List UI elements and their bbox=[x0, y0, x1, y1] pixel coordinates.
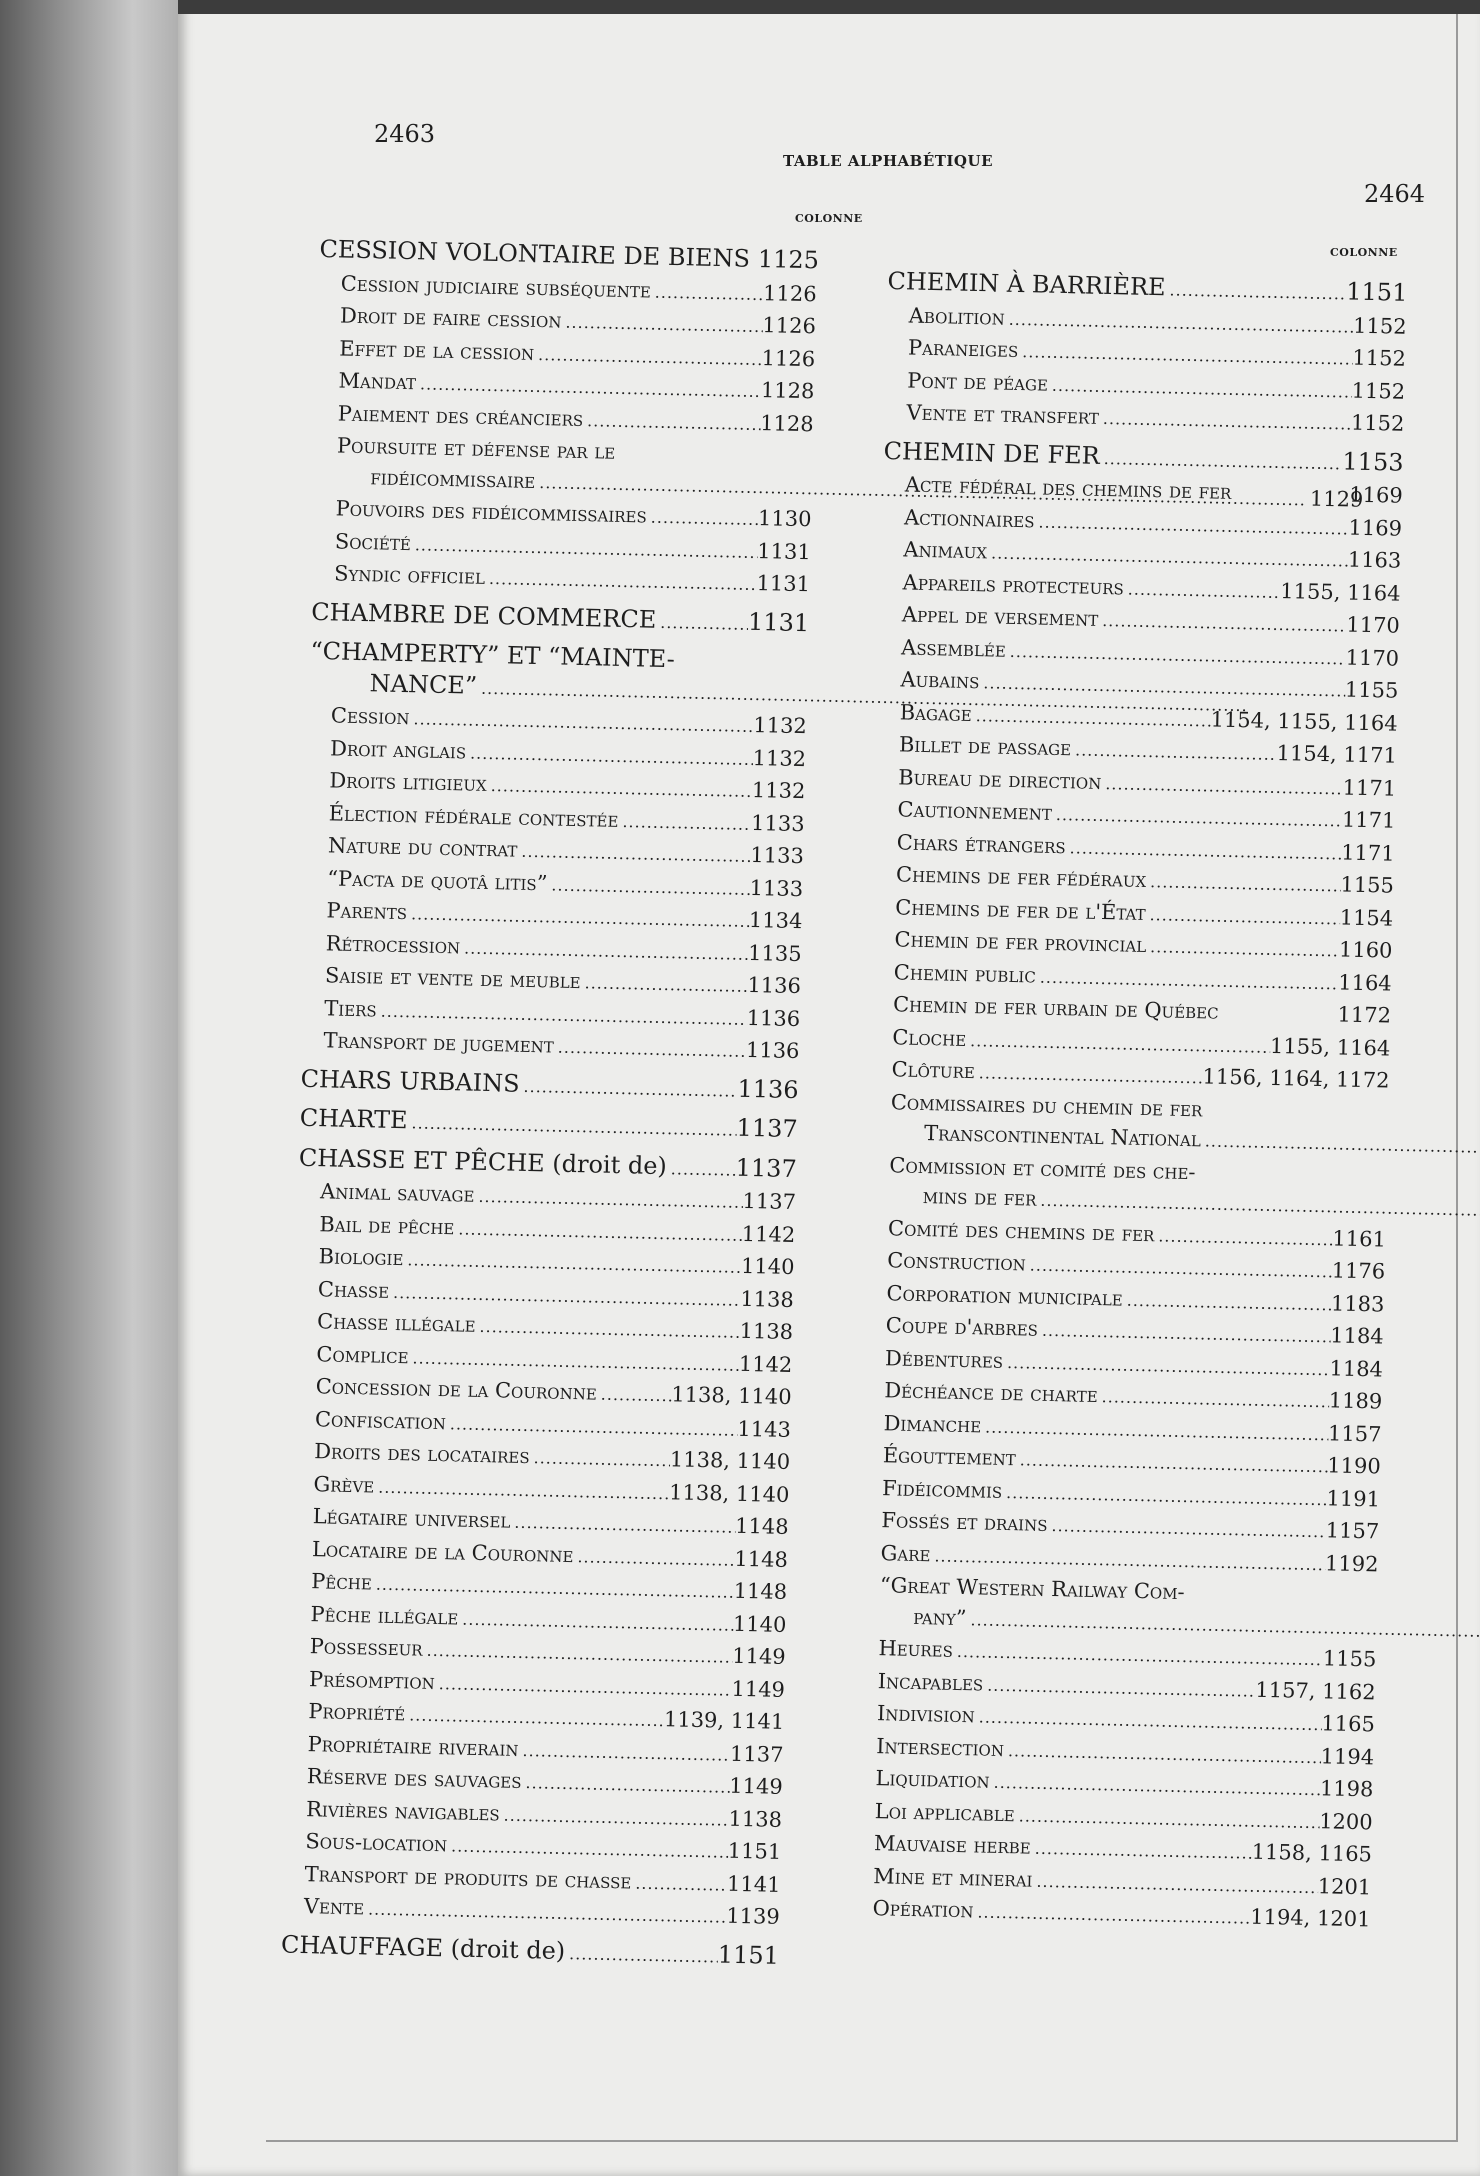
entry-label: Chemins de fer fédéraux bbox=[895, 862, 1147, 893]
leader-dots bbox=[521, 1768, 729, 1803]
column-number: 1152 bbox=[1352, 345, 1407, 371]
column-number: 1153 bbox=[1342, 446, 1404, 477]
entry-label: Transcontinental National bbox=[923, 1121, 1202, 1152]
entry-label: Chasse illégale bbox=[316, 1309, 476, 1337]
column-number: 1171 bbox=[1341, 807, 1396, 833]
leader-dots bbox=[1123, 574, 1280, 608]
entry-label: Bureau de direction bbox=[898, 764, 1102, 794]
entry-label: CHASSE ET PÊCHE (droit de) bbox=[298, 1143, 668, 1180]
entry-label: Chemins de fer de l'État bbox=[895, 894, 1146, 925]
entry-label: Clôture bbox=[891, 1057, 976, 1084]
entry-label: Coupe d'arbres bbox=[885, 1313, 1039, 1341]
column-number: 1131 bbox=[747, 607, 810, 637]
column-number: 1198 bbox=[1319, 1776, 1374, 1802]
entry-label: Propriétaire riverain bbox=[307, 1731, 519, 1761]
leader-dots bbox=[1145, 900, 1340, 935]
entry-label: Liquidation bbox=[875, 1766, 990, 1793]
leader-dots bbox=[1101, 768, 1343, 804]
entry-label: Réserve des sauvages bbox=[306, 1764, 522, 1793]
column-number: 1149 bbox=[731, 1676, 786, 1702]
leader-dots bbox=[517, 837, 751, 873]
entry-label: Mine et minerai bbox=[873, 1863, 1033, 1892]
leader-dots bbox=[656, 607, 748, 640]
leader-dots bbox=[983, 1670, 1256, 1707]
entry-label: Fossés et drains bbox=[881, 1508, 1048, 1536]
entry-label: CHEMIN À BARRIÈRE bbox=[887, 266, 1166, 302]
entry-label: Paiement des créanciers bbox=[337, 400, 584, 431]
column-number: 1142 bbox=[741, 1221, 796, 1247]
column-number: 1131 bbox=[757, 538, 812, 564]
column-number: 1190 bbox=[1327, 1453, 1382, 1479]
column-number: 1126 bbox=[762, 280, 817, 306]
index-heading bbox=[299, 1103, 798, 1148]
leader-dots bbox=[1122, 1285, 1331, 1320]
leader-dots bbox=[534, 339, 762, 375]
column-number: 1170 bbox=[1346, 612, 1401, 638]
entry-label: Appel de versement bbox=[901, 602, 1099, 631]
column-number: 1154, 1171 bbox=[1276, 740, 1398, 768]
column-number: 1126 bbox=[762, 313, 817, 339]
entry-label: Mauvaise herbe bbox=[873, 1831, 1032, 1859]
entry-label: Fidéicommis bbox=[881, 1475, 1003, 1503]
entry-label: Heures bbox=[878, 1636, 954, 1662]
entry-label: Appareils protecteurs bbox=[902, 569, 1125, 599]
column-number: 1194 bbox=[1320, 1743, 1375, 1769]
entry-label: Bail de pêche bbox=[319, 1211, 455, 1239]
leader-dots bbox=[618, 806, 751, 840]
column-number: 1133 bbox=[750, 842, 805, 869]
column-number: 1157, 1162 bbox=[1255, 1677, 1376, 1704]
column-number: 1155, 1164 bbox=[1269, 1033, 1391, 1061]
column-number: 1128 bbox=[760, 378, 815, 404]
entry-label: Effet de la cession bbox=[339, 335, 535, 365]
column-number: 1157 bbox=[1327, 1420, 1382, 1446]
leader-dots bbox=[458, 1604, 733, 1641]
column-number: 1152 bbox=[1352, 313, 1407, 339]
column-number: 1138 bbox=[728, 1806, 783, 1832]
column-number: 1154 bbox=[1339, 904, 1394, 931]
column-number: 1136 bbox=[747, 972, 802, 999]
entry-label: Société bbox=[334, 528, 412, 555]
column-number: 1139 bbox=[726, 1903, 781, 1929]
leader-dots bbox=[565, 1939, 718, 1973]
leader-dots bbox=[485, 564, 757, 601]
entry-label: Animaux bbox=[903, 537, 988, 564]
column-number: 1170 bbox=[1345, 644, 1400, 671]
column-number: 1128 bbox=[759, 410, 814, 436]
column-number: 1138, 1140 bbox=[671, 1382, 792, 1409]
entry-label: Élection fédérale contestée bbox=[328, 800, 619, 832]
column-number: 1151 bbox=[717, 1939, 780, 1970]
column-number: 1129 bbox=[1309, 486, 1364, 512]
entry-label: Cloche bbox=[892, 1024, 967, 1051]
leader-dots bbox=[510, 1508, 735, 1544]
column-number: 1138, 1140 bbox=[668, 1479, 790, 1507]
entry-label: Cautionnement bbox=[897, 797, 1053, 825]
entry-label: “Pacta de quotâ litis” bbox=[326, 865, 548, 895]
entry-label: Pont de péage bbox=[907, 367, 1049, 396]
left-page-number: 2463 bbox=[374, 120, 436, 148]
column-number: 1194, 1201 bbox=[1249, 1904, 1371, 1932]
leader-dots bbox=[580, 968, 748, 1002]
entry-label: Propriété bbox=[308, 1699, 406, 1726]
index-heading bbox=[311, 596, 810, 641]
right-page-number: 2464 bbox=[1364, 180, 1426, 208]
entry-label: Tiers bbox=[324, 995, 378, 1021]
column-label-right: COLONNE bbox=[1330, 246, 1398, 259]
entry-label: Pêche illégale bbox=[310, 1601, 459, 1629]
column-number: 1171 bbox=[1342, 774, 1397, 801]
entry-label: Vente et transfert bbox=[906, 400, 1100, 429]
column-number: 1125 bbox=[757, 244, 820, 275]
entry-label: Chemin de fer provincial bbox=[894, 927, 1147, 958]
index-entry-line1: Poursuite et défense par le bbox=[336, 433, 616, 464]
entry-label: Actionnaires bbox=[903, 504, 1035, 532]
entry-label: Incapables bbox=[877, 1668, 984, 1696]
right-index-column bbox=[850, 260, 1408, 1937]
column-number: 1136 bbox=[737, 1074, 799, 1104]
column-number: 1165 bbox=[1321, 1711, 1376, 1737]
entry-label: Mandat bbox=[338, 368, 417, 395]
entry-label: Droits des locataires bbox=[313, 1439, 530, 1469]
column-number: 1192 bbox=[1324, 1550, 1379, 1576]
leader-dots bbox=[475, 1312, 740, 1348]
entry-label: Intersection bbox=[876, 1733, 1005, 1761]
column-number: 1152 bbox=[1350, 410, 1405, 436]
entry-label: Rivières navigables bbox=[305, 1796, 501, 1825]
entry-label: Syndic officiel bbox=[333, 561, 486, 589]
column-number: 1142 bbox=[738, 1351, 793, 1377]
leader-dots bbox=[553, 1033, 746, 1068]
column-number: 1136 bbox=[745, 1037, 800, 1064]
column-number: 1134 bbox=[748, 907, 803, 934]
column-number: 1137 bbox=[729, 1741, 784, 1767]
leader-dots bbox=[1154, 1221, 1333, 1256]
column-number: 1157 bbox=[1325, 1518, 1380, 1544]
entry-label: Saisie et vente de meuble bbox=[324, 963, 581, 994]
leader-dots bbox=[547, 870, 750, 905]
index-entry-line1: “Great Western Railway Com- bbox=[879, 1573, 1185, 1605]
entry-label: Bagage bbox=[899, 699, 973, 726]
column-number: 1141 bbox=[726, 1871, 781, 1897]
leader-dots bbox=[646, 502, 758, 535]
entry-label: Cession bbox=[330, 703, 410, 730]
entry-label: Dimanche bbox=[883, 1410, 982, 1437]
book-spine-edge bbox=[0, 0, 190, 2176]
entry-label: Chemin public bbox=[893, 959, 1037, 988]
column-number: 1200 bbox=[1318, 1808, 1373, 1834]
column-number: 1154, 1155, 1164 bbox=[1210, 706, 1398, 736]
column-number: 1140 bbox=[740, 1253, 795, 1280]
entry-label: Corporation municipale bbox=[886, 1280, 1124, 1311]
entry-label: Légataire universel bbox=[312, 1504, 511, 1533]
leader-dots bbox=[631, 1868, 727, 1901]
entry-label: Débentures bbox=[884, 1345, 1004, 1373]
column-label-left: COLONNE bbox=[795, 212, 863, 225]
leader-dots bbox=[1047, 1511, 1326, 1548]
leader-dots bbox=[1165, 275, 1346, 310]
entry-label: Gare bbox=[880, 1540, 931, 1566]
leader-dots bbox=[499, 1800, 729, 1836]
column-number: 1151 bbox=[1346, 277, 1408, 307]
leader-dots bbox=[561, 308, 763, 343]
column-number: 1151 bbox=[727, 1838, 782, 1864]
leader-dots bbox=[573, 1542, 735, 1576]
entry-label: Rétrocession bbox=[325, 930, 461, 958]
column-number: 1133 bbox=[749, 875, 804, 901]
column-number: 1149 bbox=[729, 1773, 784, 1799]
entry-label: Possesseur bbox=[309, 1634, 423, 1661]
leader-dots bbox=[1146, 932, 1340, 967]
entry-label: Vente bbox=[303, 1894, 365, 1920]
entry-label: Locataire de la Couronne bbox=[311, 1536, 574, 1567]
column-number: 1137 bbox=[742, 1188, 797, 1215]
leader-dots bbox=[1099, 404, 1352, 440]
column-number: 1171 bbox=[1340, 839, 1395, 866]
entry-label: Déchéance de charte bbox=[884, 1378, 1098, 1408]
column-number: 1184 bbox=[1329, 1355, 1384, 1382]
entry-label: fidéicommissaire bbox=[370, 464, 536, 493]
entry-label: Acte fédéral des chemins de fer bbox=[904, 472, 1232, 504]
column-number: 1137 bbox=[736, 1113, 798, 1144]
leader-dots bbox=[1098, 606, 1347, 642]
column-number: 1148 bbox=[734, 1513, 789, 1539]
column-number: 1155 bbox=[1322, 1646, 1377, 1672]
column-number: 1137 bbox=[735, 1153, 798, 1183]
column-number: 1132 bbox=[751, 777, 806, 804]
column-number: 1152 bbox=[1351, 378, 1406, 404]
leader-dots bbox=[529, 1443, 670, 1477]
entry-label: Opération bbox=[872, 1896, 974, 1923]
leader-dots bbox=[1146, 867, 1341, 902]
entry-label: Comité des chemins de fer bbox=[887, 1215, 1155, 1246]
column-number: 1155 bbox=[1340, 872, 1395, 898]
entry-label: Billet de passage bbox=[898, 732, 1072, 761]
column-number: 1191 bbox=[1326, 1485, 1381, 1511]
entry-label: CHEMIN DE FER bbox=[883, 436, 1101, 470]
entry-label: Droit anglais bbox=[329, 735, 467, 763]
entry-label: Chars étrangers bbox=[896, 829, 1066, 858]
entry-label: Présomption bbox=[308, 1666, 436, 1694]
column-number: 1139, 1141 bbox=[663, 1707, 785, 1734]
leader-dots bbox=[519, 1071, 738, 1106]
column-number: 1143 bbox=[737, 1416, 792, 1442]
entry-label: pany” bbox=[912, 1604, 967, 1630]
entry-label: Assemblée bbox=[900, 634, 1007, 662]
entry-label: CHARTE bbox=[299, 1103, 408, 1135]
column-number: 1138, 1140 bbox=[669, 1447, 791, 1474]
scan-top-edge bbox=[178, 0, 1480, 14]
column-number: 1164 bbox=[1338, 969, 1392, 996]
entry-label: Abolition bbox=[908, 302, 1006, 330]
column-number: 1184 bbox=[1329, 1323, 1384, 1349]
entry-label: Pouvoirs des fidéicommissaires bbox=[335, 496, 648, 528]
column-number: 1155, 1164 bbox=[1280, 578, 1401, 606]
entry-label: Confiscation bbox=[314, 1406, 447, 1434]
entry-label: CHAMBRE DE COMMERCE bbox=[310, 597, 657, 634]
column-number: 1138 bbox=[739, 1318, 794, 1345]
column-number: 1183 bbox=[1330, 1290, 1385, 1317]
entry-label: mins de fer bbox=[922, 1184, 1037, 1211]
entry-label: Concession de la Couronne bbox=[315, 1374, 598, 1405]
column-number: 1132 bbox=[753, 712, 808, 739]
column-number: 1163 bbox=[1347, 547, 1402, 573]
leader-dots bbox=[596, 1380, 671, 1412]
entry-label: Aubains bbox=[900, 667, 980, 694]
column-number: 1132 bbox=[752, 745, 807, 771]
column-number: 1169 bbox=[1348, 515, 1403, 541]
entry-label: Transport de jugement bbox=[323, 1028, 555, 1058]
entry-label: NANCE” bbox=[369, 668, 478, 700]
entry-label: CHARS URBAINS bbox=[300, 1064, 520, 1098]
index-entry-line1: Commissaires du chemin de fer bbox=[890, 1089, 1203, 1121]
column-number: 1156, 1164, 1172 bbox=[1202, 1064, 1390, 1093]
index-entry-line1: “CHAMPERTY” ET “MAINTE- bbox=[310, 636, 676, 674]
leader-dots bbox=[1030, 1834, 1252, 1870]
column-number: 1131 bbox=[756, 570, 811, 597]
leader-dots bbox=[454, 1214, 742, 1251]
column-number: 1189 bbox=[1328, 1388, 1383, 1414]
entry-label: Grève bbox=[313, 1471, 375, 1498]
column-number: 1140 bbox=[732, 1611, 787, 1637]
column-number: 1138 bbox=[740, 1286, 795, 1312]
column-number: 1161 bbox=[1332, 1225, 1387, 1252]
entry-label: Chemin de fer urbain de Québec bbox=[892, 992, 1219, 1024]
entry-label: Chasse bbox=[317, 1276, 390, 1303]
entry-label: Cession judiciaire subséquente bbox=[340, 270, 652, 303]
index-entry-line1: Commission et comité des che- bbox=[889, 1152, 1196, 1184]
entry-label: CHAUFFAGE (droit de) bbox=[280, 1930, 566, 1965]
column-number: 1201 bbox=[1317, 1873, 1372, 1899]
entry-label: Droits litigieux bbox=[329, 768, 488, 796]
entry-label: Sous-location bbox=[305, 1829, 448, 1857]
leader-dots bbox=[583, 406, 761, 441]
entry-label: CESSION VOLONTAIRE DE BIENS bbox=[319, 234, 751, 273]
entry-label: Biologie bbox=[318, 1244, 404, 1271]
column-number: 1155 bbox=[1344, 677, 1399, 703]
entry-label: Construction bbox=[887, 1248, 1027, 1276]
column-number: 1133 bbox=[750, 810, 805, 836]
entry-label: Nature du contrat bbox=[327, 833, 518, 862]
leader-dots bbox=[666, 1154, 736, 1186]
entry-label: Parents bbox=[326, 898, 408, 925]
leader-dots bbox=[466, 738, 753, 775]
column-number: 1160 bbox=[1338, 937, 1393, 963]
entry-label: Transport de produits de chasse bbox=[304, 1861, 632, 1893]
entry-label: Indivision bbox=[876, 1701, 976, 1728]
column-number: 1172 bbox=[1337, 1002, 1392, 1028]
leader-dots bbox=[650, 277, 763, 310]
entry-label: Animal sauvage bbox=[319, 1179, 475, 1207]
running-title: TABLE ALPHABÉTIQUE bbox=[783, 152, 994, 170]
leader-dots bbox=[518, 1735, 730, 1770]
column-number: 1148 bbox=[733, 1578, 788, 1604]
leader-dots bbox=[364, 1894, 727, 1933]
column-number: 1158, 1165 bbox=[1251, 1839, 1373, 1867]
leader-dots bbox=[1032, 1866, 1318, 1903]
column-number: 1169 bbox=[1349, 482, 1404, 508]
column-number: 1135 bbox=[747, 940, 802, 966]
entry-label: Loi applicable bbox=[874, 1798, 1016, 1826]
leader-dots bbox=[407, 1108, 737, 1146]
column-number: 1149 bbox=[731, 1643, 786, 1669]
leader-dots bbox=[974, 1058, 1202, 1094]
entry-label: Paraneiges bbox=[907, 335, 1019, 362]
column-number: 1126 bbox=[761, 345, 816, 371]
leader-dots bbox=[474, 1182, 743, 1219]
entry-label: Droit de faire cession bbox=[339, 303, 562, 333]
leader-dots bbox=[1097, 1382, 1329, 1418]
column-number: 1148 bbox=[734, 1546, 789, 1572]
index-heading bbox=[300, 1063, 799, 1108]
entry-label: Égouttement bbox=[882, 1443, 1017, 1471]
column-number: 1176 bbox=[1331, 1258, 1386, 1284]
entry-label: Pêche bbox=[311, 1569, 373, 1595]
column-number: 1136 bbox=[746, 1005, 801, 1031]
entry-label: Complice bbox=[316, 1341, 409, 1368]
column-number: 1130 bbox=[757, 506, 812, 532]
leader-dots bbox=[1071, 735, 1277, 770]
leader-dots bbox=[973, 1897, 1250, 1934]
